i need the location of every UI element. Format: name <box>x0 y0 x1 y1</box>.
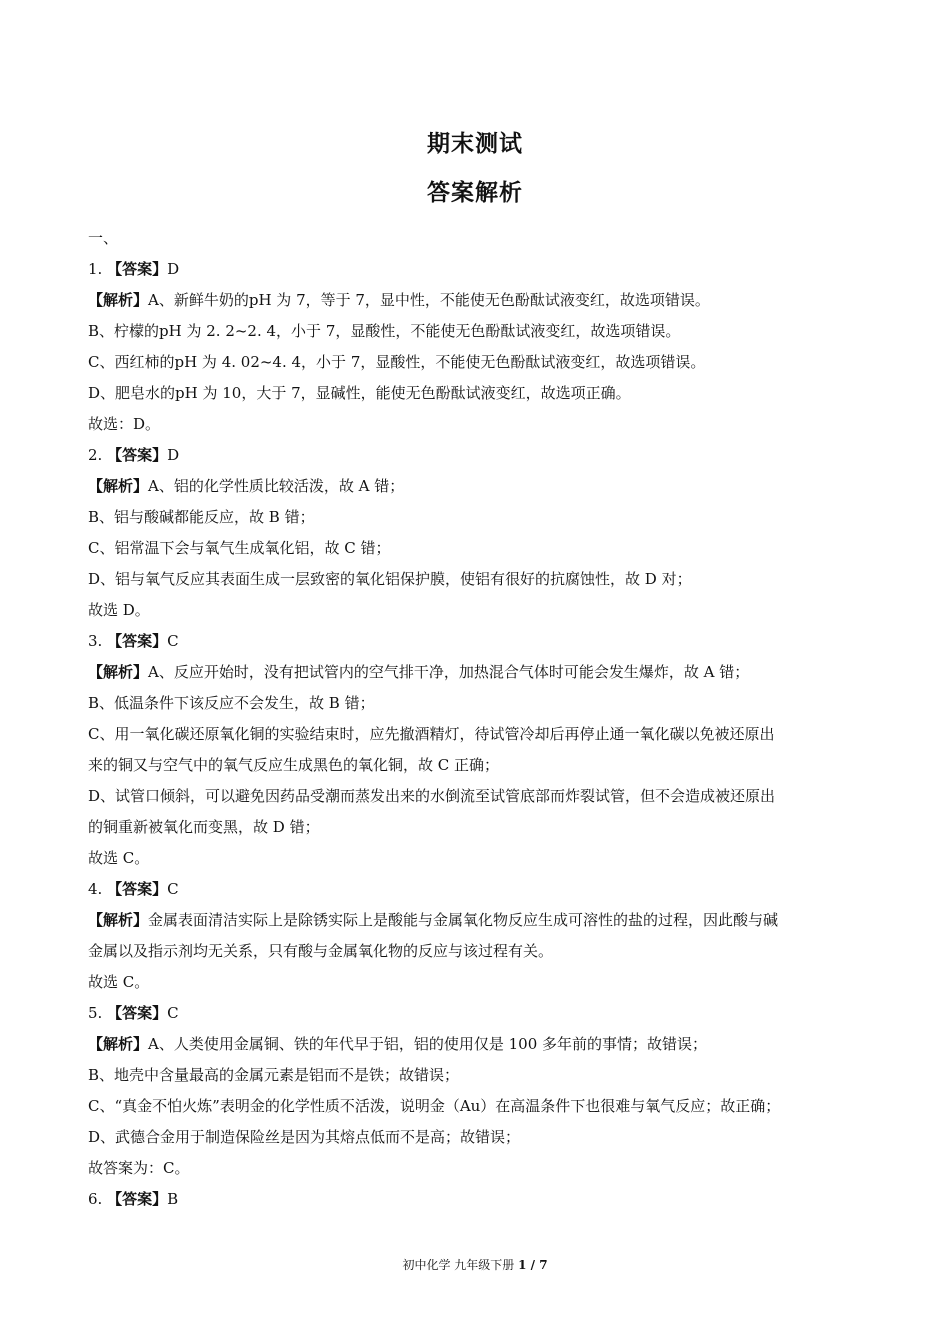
answer-value: D <box>167 446 180 464</box>
answer-tag: 【答案】 <box>107 880 168 898</box>
text-line: D、肥皂水的pH 为 10，大于 7，显碱性，能使无色酚酞试液变红，故选项正确。 <box>88 384 631 402</box>
text-line: 故选：D。 <box>88 415 161 433</box>
answer-tag: 【答案】 <box>107 632 168 650</box>
answer-line <box>88 998 878 1029</box>
text-line: 故选 D。 <box>88 601 150 619</box>
answer-line <box>88 1184 878 1215</box>
question-number: 4. <box>88 880 103 898</box>
text-line: 的铜重新被氧化而变黑，故 D 错； <box>88 818 320 836</box>
page-title: 期末测试 <box>427 131 523 157</box>
answer-lines <box>88 254 878 1215</box>
text-line: B、低温条件下该反应不会发生，故 B 错； <box>88 694 375 712</box>
answer-line <box>88 626 878 657</box>
text-line: 来的铜又与空气中的氧气反应生成黑色的氧化铜，故 C 正确； <box>88 756 500 774</box>
analysis-line <box>88 471 878 502</box>
analysis-text: A、人类使用金属铜、铁的年代早于铝，铝的使用仅是 100 多年前的事情；故错误； <box>148 1035 708 1053</box>
analysis-line <box>88 285 878 316</box>
analysis-line <box>88 1029 878 1060</box>
text-line: C、用一氧化碳还原氧化铜的实验结束时，应先撤酒精灯，待试管冷却后再停止通一氧化碳以免被还原出 <box>88 725 775 743</box>
section-label: 一、 <box>88 229 119 247</box>
answer-tag: 【答案】 <box>107 260 168 278</box>
answer-line <box>88 440 878 471</box>
footer-text: 初中化学 九年级下册 <box>402 1258 515 1272</box>
analysis-tag: 【解析】 <box>88 477 149 495</box>
question-number: 6. <box>88 1190 103 1208</box>
analysis-line <box>88 905 878 936</box>
text-line: 金属以及指示剂均无关系，只有酸与金属氧化物的反应与该过程有关。 <box>88 942 554 960</box>
answer-value: C <box>167 1004 179 1022</box>
question-number: 3. <box>88 632 103 650</box>
analysis-tag: 【解析】 <box>88 1035 149 1053</box>
answer-value: D <box>167 260 180 278</box>
text-line: C、“真金不怕火炼”表明金的化学性质不活泼，说明金（Au）在高温条件下也很难与氧气反应；故正确； <box>88 1097 781 1115</box>
question-number: 5. <box>88 1004 103 1022</box>
answer-tag: 【答案】 <box>107 1190 168 1208</box>
answer-value: C <box>167 880 179 898</box>
question-number: 2. <box>88 446 103 464</box>
answer-value: C <box>167 632 179 650</box>
text-line: B、地壳中含量最高的金属元素是铝而不是铁；故错误； <box>88 1066 460 1084</box>
analysis-text: A、反应开始时，没有把试管内的空气排干净，加热混合气体时可能会发生爆炸，故 A 错； <box>148 663 750 681</box>
page-number: 1 / 7 <box>518 1258 548 1272</box>
text-line: 故选 C。 <box>88 849 150 867</box>
text-line: B、柠檬的pH 为 2. 2~2. 4，小于 7，显酸性，不能使无色酚酞试液变红，故选项错误。 <box>88 322 681 340</box>
answer-value: B <box>167 1190 179 1208</box>
answer-line <box>88 254 878 285</box>
answer-tag: 【答案】 <box>107 446 168 464</box>
analysis-tag: 【解析】 <box>88 291 149 309</box>
text-line: C、西红柿的pH 为 4. 02~4. 4，小于 7，显酸性，不能使无色酚酞试液变红，故选项错误。 <box>88 353 706 371</box>
answer-line <box>88 874 878 905</box>
analysis-text: A、铝的化学性质比较活泼，故 A 错； <box>148 477 405 495</box>
page-subtitle: 答案解析 <box>427 180 523 206</box>
text-line: C、铝常温下会与氧气生成氧化铝，故 C 错； <box>88 539 391 557</box>
answer-tag: 【答案】 <box>107 1004 168 1022</box>
text-line: B、铝与酸碱都能反应，故 B 错； <box>88 508 315 526</box>
text-line: D、铝与氧气反应其表面生成一层致密的氧化铝保护膜，使铝有很好的抗腐蚀性，故 D 对； <box>88 570 692 588</box>
question-number: 1. <box>88 260 103 278</box>
text-line: D、试管口倾斜，可以避免因药品受潮而蒸发出来的水倒流至试管底部而炸裂试管，但不会造成被还原出 <box>88 787 776 805</box>
analysis-tag: 【解析】 <box>88 911 149 929</box>
analysis-text: 金属表面清洁实际上是除锈实际上是酸能与金属氧化物反应生成可溶性的盐的过程，因此酸与碱 <box>148 911 779 929</box>
analysis-text: A、新鲜牛奶的pH 为 7，等于 7，显中性，不能使无色酚酞试液变红，故选项错误。 <box>148 291 710 309</box>
answer-content <box>88 223 878 1215</box>
page-footer <box>0 1256 950 1273</box>
text-line: 故答案为：C。 <box>88 1159 190 1177</box>
text-line: D、武德合金用于制造保险丝是因为其熔点低而不是高；故错误； <box>88 1128 521 1146</box>
analysis-line <box>88 657 878 688</box>
text-line: 故选 C。 <box>88 973 150 991</box>
analysis-tag: 【解析】 <box>88 663 149 681</box>
